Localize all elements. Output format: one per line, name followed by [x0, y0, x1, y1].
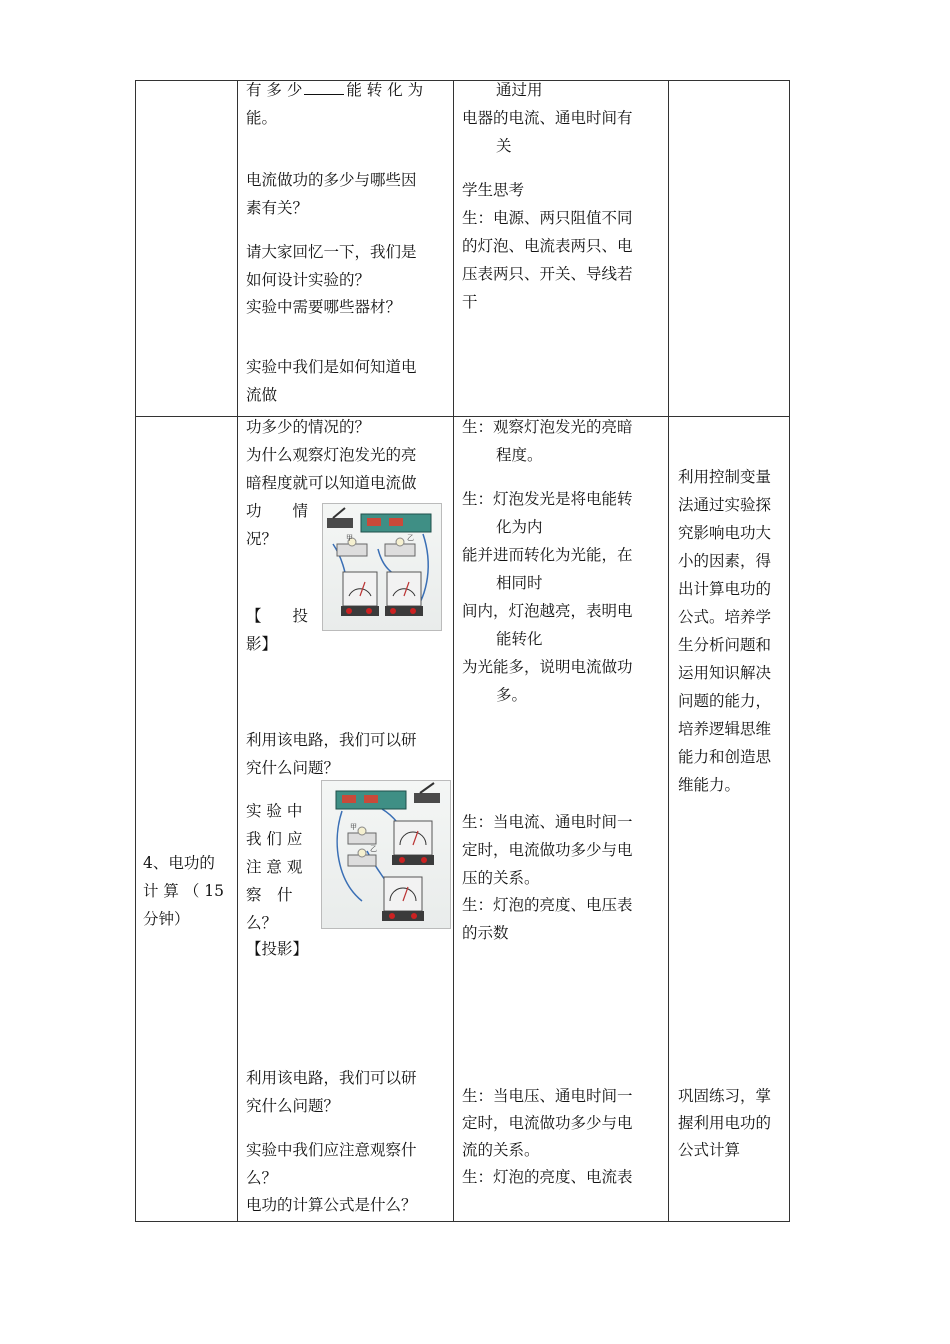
question-text: 如何设计实验的？ — [246, 271, 371, 289]
question-text: 请大家回忆一下，我们是 — [246, 243, 417, 261]
intent-text: 问题的能力， — [678, 692, 772, 710]
column-divider — [668, 81, 669, 1221]
intent-text: 生分析问题和 — [678, 636, 772, 654]
student-text: 生：灯泡的亮度、电流表 — [462, 1168, 633, 1186]
figure-label: 乙 — [370, 845, 377, 853]
section-title: 分钟） — [143, 910, 190, 928]
student-text: 间内，灯泡越亮，表明电 — [462, 602, 633, 620]
student-text: 生：观察灯泡发光的亮暗 — [462, 418, 633, 436]
intent-text: 能力和创造思 — [678, 748, 772, 766]
student-text: 通过用 — [496, 81, 543, 99]
intent-text: 出计算电功的 — [678, 580, 772, 598]
student-text: 生：电源、两只阻值不同 — [462, 209, 633, 227]
figure-label: 乙 — [407, 534, 414, 542]
question-text: 功多少的情况的？ — [246, 418, 371, 436]
student-text: 能转化 — [496, 630, 543, 648]
question-text: 实 验 中 — [246, 802, 303, 820]
student-text: 关 — [496, 137, 512, 155]
question-text: 功 情 — [246, 502, 309, 520]
section-title: 4、电功的 — [143, 854, 215, 872]
question-text: 影】 — [246, 635, 278, 653]
intent-text: 运用知识解决 — [678, 664, 772, 682]
question-text: 利用该电路，我们可以研 — [246, 731, 417, 749]
student-text: 生：当电压、通电时间一 — [462, 1087, 633, 1105]
student-text: 生：灯泡的亮度、电压表 — [462, 896, 633, 914]
circuit-photo-2 — [321, 780, 451, 929]
student-text: 多。 — [496, 686, 528, 704]
fill-blank — [304, 76, 344, 95]
student-text: 能并进而转化为光能，在 — [462, 546, 633, 564]
student-text: 生：当电流、通电时间一 — [462, 813, 633, 831]
question-text: 流做 — [246, 386, 278, 404]
circuit-photo-1 — [322, 503, 442, 631]
section-title: 计 算 （ 15 — [143, 882, 225, 900]
question-text: 我 们 应 — [246, 830, 303, 848]
figure-label: 甲 — [346, 534, 353, 542]
student-text: 压的关系。 — [462, 869, 540, 887]
question-text: 注 意 观 — [246, 858, 303, 876]
student-text: 定时，电流做功多少与电 — [462, 1114, 633, 1132]
question-text: 么？ — [246, 914, 278, 932]
question-text: 为什么观察灯泡发光的亮 — [246, 446, 417, 464]
question-text: 究什么问题？ — [246, 759, 340, 777]
intent-text: 维能力。 — [678, 776, 741, 794]
question-text: 电功的计算公式是什么？ — [246, 1196, 417, 1214]
student-text: 生：灯泡发光是将电能转 — [462, 490, 633, 508]
question-text: 察 什 — [246, 886, 293, 904]
intent-text: 究影响电功大 — [678, 524, 772, 542]
student-text: 学生思考 — [462, 181, 525, 199]
figure-label: 甲 — [350, 823, 357, 831]
question-text: 【投影】 — [246, 940, 309, 958]
question-text: 能。 — [246, 109, 278, 127]
question-text: 利用该电路，我们可以研 — [246, 1069, 417, 1087]
student-text: 流的关系。 — [462, 1141, 540, 1159]
student-text: 程度。 — [496, 446, 543, 464]
student-text: 化为内 — [496, 518, 543, 536]
question-text: 况？ — [246, 530, 278, 548]
question-text: 【 投 — [246, 607, 309, 625]
intent-text: 公式计算 — [678, 1141, 741, 1159]
question-text: 有 多 少 能 转 化 为 — [246, 76, 423, 104]
column-divider — [237, 81, 238, 1221]
intent-text: 培养逻辑思维 — [678, 720, 772, 738]
student-text: 的灯泡、电流表两只、电 — [462, 237, 633, 255]
question-text: 实验中我们应注意观察什 — [246, 1141, 417, 1159]
intent-text: 公式。培养学 — [678, 608, 772, 626]
intent-text: 法通过实验探 — [678, 496, 772, 514]
question-text: 实验中需要哪些器材？ — [246, 298, 402, 316]
circuit-illustration — [323, 504, 441, 630]
question-text: 究什么问题？ — [246, 1097, 340, 1115]
student-text: 电器的电流、通电时间有 — [462, 109, 633, 127]
question-text: 电流做功的多少与哪些因 — [246, 171, 417, 189]
circuit-illustration — [322, 781, 450, 928]
student-text: 干 — [462, 293, 478, 311]
question-text: 素有关？ — [246, 199, 309, 217]
student-text: 压表两只、开关、导线若 — [462, 265, 633, 283]
student-text: 相同时 — [496, 574, 543, 592]
question-text: 么？ — [246, 1169, 278, 1187]
question-text: 暗程度就可以知道电流做 — [246, 474, 417, 492]
student-text: 定时，电流做功多少与电 — [462, 841, 633, 859]
student-text: 为光能多，说明电流做功 — [462, 658, 633, 676]
column-divider — [453, 81, 454, 1221]
intent-text: 握利用电功的 — [678, 1114, 772, 1132]
intent-text: 巩固练习，掌 — [678, 1087, 772, 1105]
intent-text: 小的因素，得 — [678, 552, 772, 570]
intent-text: 利用控制变量 — [678, 468, 772, 486]
question-text: 实验中我们是如何知道电 — [246, 358, 417, 376]
student-text: 的示数 — [462, 924, 509, 942]
